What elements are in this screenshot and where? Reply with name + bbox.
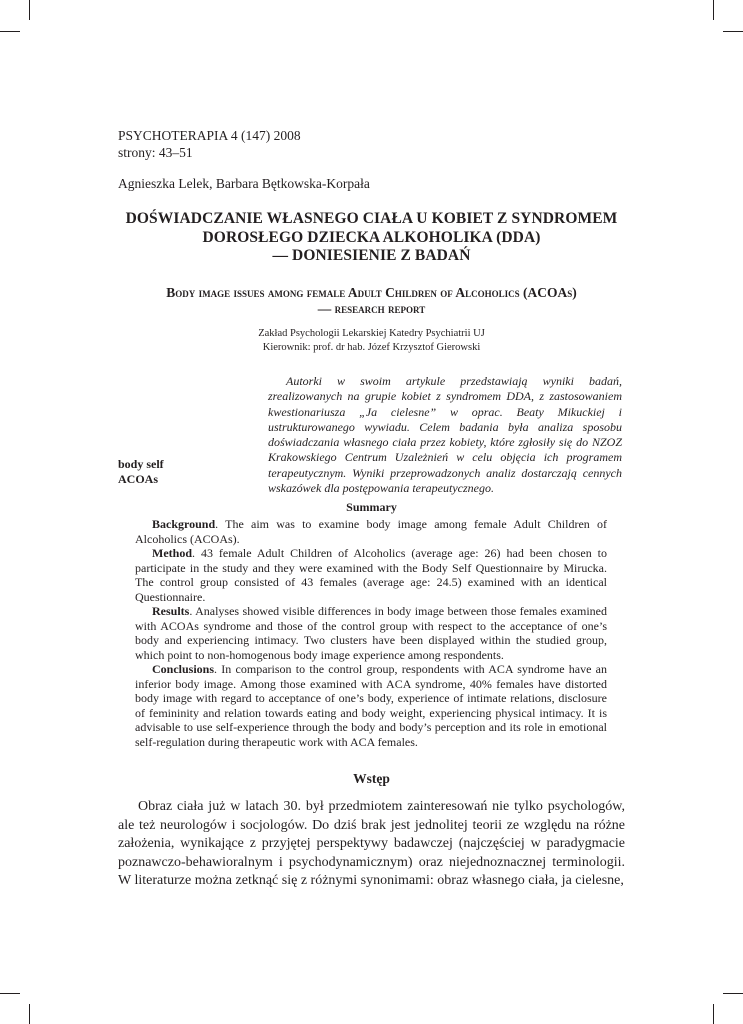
title-pl-line-2: DOROSŁEGO DZIECKA ALKOHOLIKA (DDA) <box>202 228 541 246</box>
title-pl-line-1: DOŚWIADCZANIE WŁASNEGO CIAŁA U KOBIET Z SYNDROMEM <box>125 210 618 227</box>
journal-issue: PSYCHOTERAPIA 4 (147) 2008 <box>118 128 301 143</box>
article-title-english <box>100 285 643 317</box>
conclusions-text: . In comparison to the control group, respondents with ACA syndrome have an inferior body image. Among those examined with ACA syndrome, 40% females have distorted body image with regard to acceptance of one’s body, experience of intimate relations, disclosure of femininity and relation towards eating and body weight, experiencing physical intimacy. It is advisable to use self-experience through the body and body’s perception and its role in emotional self-regulation during therapeutic work with ACA females. <box>135 662 607 749</box>
journal-header <box>118 127 301 161</box>
crop-mark-top-left-v <box>29 0 30 20</box>
method-label: Method <box>152 546 192 560</box>
title-pl-line-3: — DONIESIENIE Z BADAŃ <box>272 247 471 264</box>
crop-mark-top-right-h <box>723 31 743 32</box>
crop-mark-top-right-v <box>713 0 714 20</box>
summary-heading: Summary <box>346 500 397 514</box>
crop-mark-bottom-left-h <box>0 993 20 994</box>
crop-mark-bottom-right-h <box>723 993 743 994</box>
affiliation-head: Kierownik: prof. dr hab. Józef Krzysztof Gierowski <box>262 342 481 353</box>
journal-pages: strony: 43–51 <box>118 145 193 160</box>
results-label: Results <box>152 604 190 618</box>
keywords <box>118 457 164 486</box>
title-en-line-1: Body image issues among female Adult Children of Alcoholics (ACOAs) <box>166 285 577 300</box>
summary-method <box>135 546 607 604</box>
summary-body <box>135 517 607 749</box>
summary-conclusions <box>135 662 607 749</box>
summary-background <box>135 517 607 546</box>
background-text: . The aim was to examine body image among female Adult Children of Alcoholics (ACOAs). <box>135 517 607 546</box>
title-en-line-2: — research report <box>317 301 426 316</box>
affiliation <box>150 327 593 355</box>
abstract-polish: Autorki w swoim artykule przedstawiają wyniki badań, zrealizowanych na grupie kobiet z syndromem DDA, z zastosowaniem kwestionariusza „Ja cielesne” w oprac. Beaty Mikuckiej i ustrukturowanego wywiadu. Celem badania była analiza sposobu doświadczania własnego ciała przez kobiety, które zgłosiły się do NZOZ Krakowskiego Centrum Uzależnień w celu objęcia ich programem terapeutycznym. Wyniki przeprowadzonych analiz dostarczają cennych wskazówek dla postępowania terapeutycznego. <box>268 374 622 496</box>
summary-results <box>135 604 607 662</box>
keyword-1: body self <box>118 457 164 471</box>
background-label: Background <box>152 517 216 531</box>
crop-mark-bottom-right-v <box>713 1004 714 1024</box>
authors: Agnieszka Lelek, Barbara Bętkowska-Korpała <box>118 176 370 191</box>
method-text: . 43 female Adult Children of Alcoholics (average age: 26) had been chosen to participate in the study and they were examined with the Body Self Questionnaire by Mirucka. The control group consisted of 43 females (average age: 24.5) examined with an identical Questionnaire. <box>135 546 607 604</box>
intro-paragraph: Obraz ciała już w latach 30. był przedmiotem zainteresowań nie tylko psychologów, ale też neurologów i socjologów. Do dziś brak jest jednolitej teorii ze względu na różne założenia, wynikające z przyjętej perspektywy badawczej (najczęściej w paradygmacie poznawczo-behawioralnym i psychodynamicznym) oraz niejednoznacznej terminologii. W literaturze można zetknąć się z różnymi synonimami: obraz własnego ciała, ja cielesne, <box>118 799 625 888</box>
article-title-polish <box>90 210 653 266</box>
section-heading-intro: Wstęp <box>353 771 390 786</box>
keyword-2: ACOAs <box>118 471 159 486</box>
crop-mark-top-left-h <box>0 31 20 32</box>
affiliation-institution: Zakład Psychologii Lekarskiej Katedry Psychiatrii UJ <box>258 328 485 339</box>
results-text: . Analyses showed visible differences in body image between those females examined with ACOAs syndrome and those of the control group with respect to the acceptance of one’s body and experiencing intimacy. Two clusters have been displayed within the studied group, which point to non-homogenous body image experience among respondents. <box>135 604 607 662</box>
conclusions-label: Conclusions <box>152 662 215 676</box>
crop-mark-bottom-left-v <box>29 1004 30 1024</box>
intro-body <box>118 798 625 891</box>
